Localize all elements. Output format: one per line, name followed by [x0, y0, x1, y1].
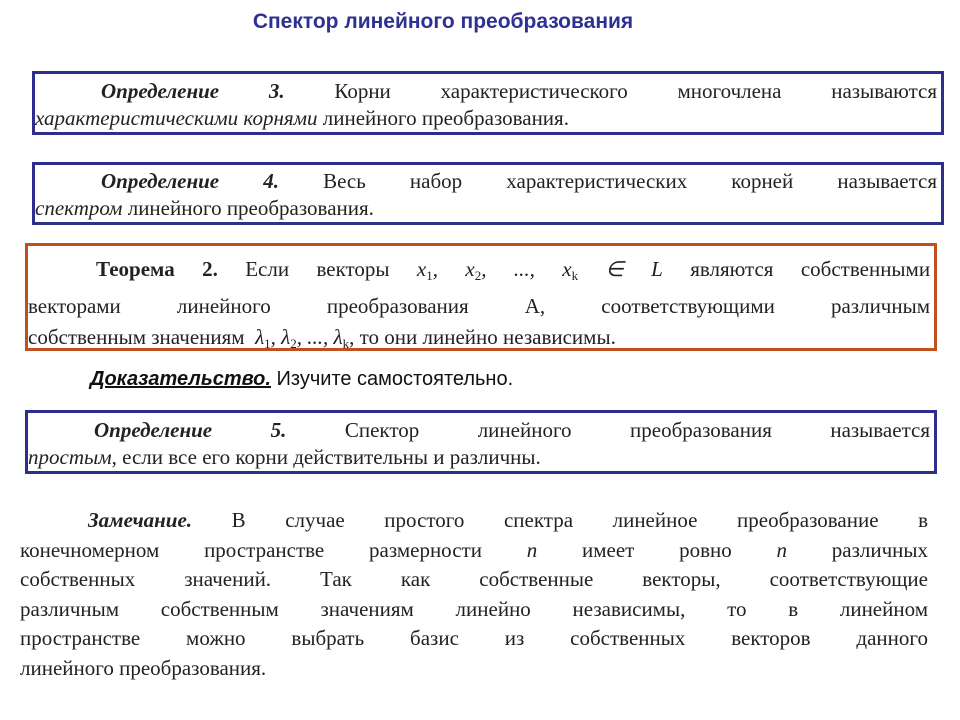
theorem-text-3: собственным значениям: [28, 325, 245, 349]
definition-5-text: Спектор линейного преобразования называется: [344, 418, 930, 442]
definition-3-text: Корни характеристического многочлена называются: [334, 79, 937, 103]
definition-4-line-2: [35, 195, 937, 222]
definition-3-label: Определение 3.: [101, 79, 285, 103]
page-title: Спектор линейного преобразования: [252, 10, 634, 33]
definition-3-text-2: линейного преобразования.: [322, 106, 569, 130]
proof-line: [90, 368, 513, 391]
definition-5-label: Определение 5.: [94, 418, 287, 442]
definition-5-term: простым: [28, 445, 112, 469]
remark-block: [20, 506, 928, 683]
definition-3-line-1: [35, 78, 937, 105]
remark-n-symbol: n: [526, 537, 538, 562]
theorem-label: Теорема 2.: [96, 257, 218, 281]
definition-4-text-2: линейного преобразования.: [127, 196, 374, 220]
definition-5-line-1: [28, 417, 930, 444]
definition-5-text-2: , если все его корни действительны и различны.: [111, 445, 541, 469]
definition-5-line-2: [28, 444, 930, 471]
theorem-2-box: [25, 243, 937, 351]
definition-3-box: [32, 71, 944, 135]
proof-text: Изучите самостоятельно.: [276, 368, 514, 390]
remark-line-4: различным собственным значениям линейно независимы, то в линейном: [20, 596, 928, 621]
theorem-line-2: векторами линейного преобразования A, соответствующими различным: [28, 294, 930, 318]
remark-label: Замечание.: [88, 508, 193, 532]
definition-5-box: [25, 410, 937, 474]
remark-line-5: пространстве можно выбрать базис из собственных векторов данного: [20, 626, 928, 650]
proof-label: Доказательство.: [90, 368, 271, 390]
definition-3-term: характеристическими корнями: [35, 106, 318, 130]
theorem-text-4: , то они линейно независимы.: [349, 325, 616, 349]
remark-line-3: собственных значений. Так как собственные векторы, соответствующие: [20, 567, 928, 591]
remark-line-6: линейного преобразования.: [20, 655, 267, 680]
remark-line-2: конечномерном пространстве размерности n имеет ровно n различных: [20, 537, 929, 562]
theorem-lambda-formula: $\lambda_1$, $\lambda_2$, ..., $\lambda_k$: [255, 325, 350, 351]
definition-4-text: Весь набор характеристических корней называется: [323, 169, 937, 193]
theorem-text-1: Если векторы: [245, 257, 390, 281]
remark-line-1: [20, 506, 928, 536]
theorem-vectors-formula: $x_1$, $x_2$, ..., $x_k$ ∈ L: [416, 257, 663, 283]
remark-n-symbol-2: n: [776, 537, 788, 562]
definition-4-term: спектром: [35, 196, 123, 220]
remark-text-1: В случае простого спектра линейное преобразование в: [231, 508, 929, 532]
theorem-line-1: [28, 254, 930, 291]
definition-4-box: [32, 162, 944, 225]
definition-3-line-2: [35, 105, 937, 132]
definition-4-line-1: [35, 168, 937, 195]
theorem-text-2: являются собственными: [690, 257, 931, 281]
theorem-line-3: [28, 322, 930, 359]
definition-4-label: Определение 4.: [101, 169, 279, 193]
